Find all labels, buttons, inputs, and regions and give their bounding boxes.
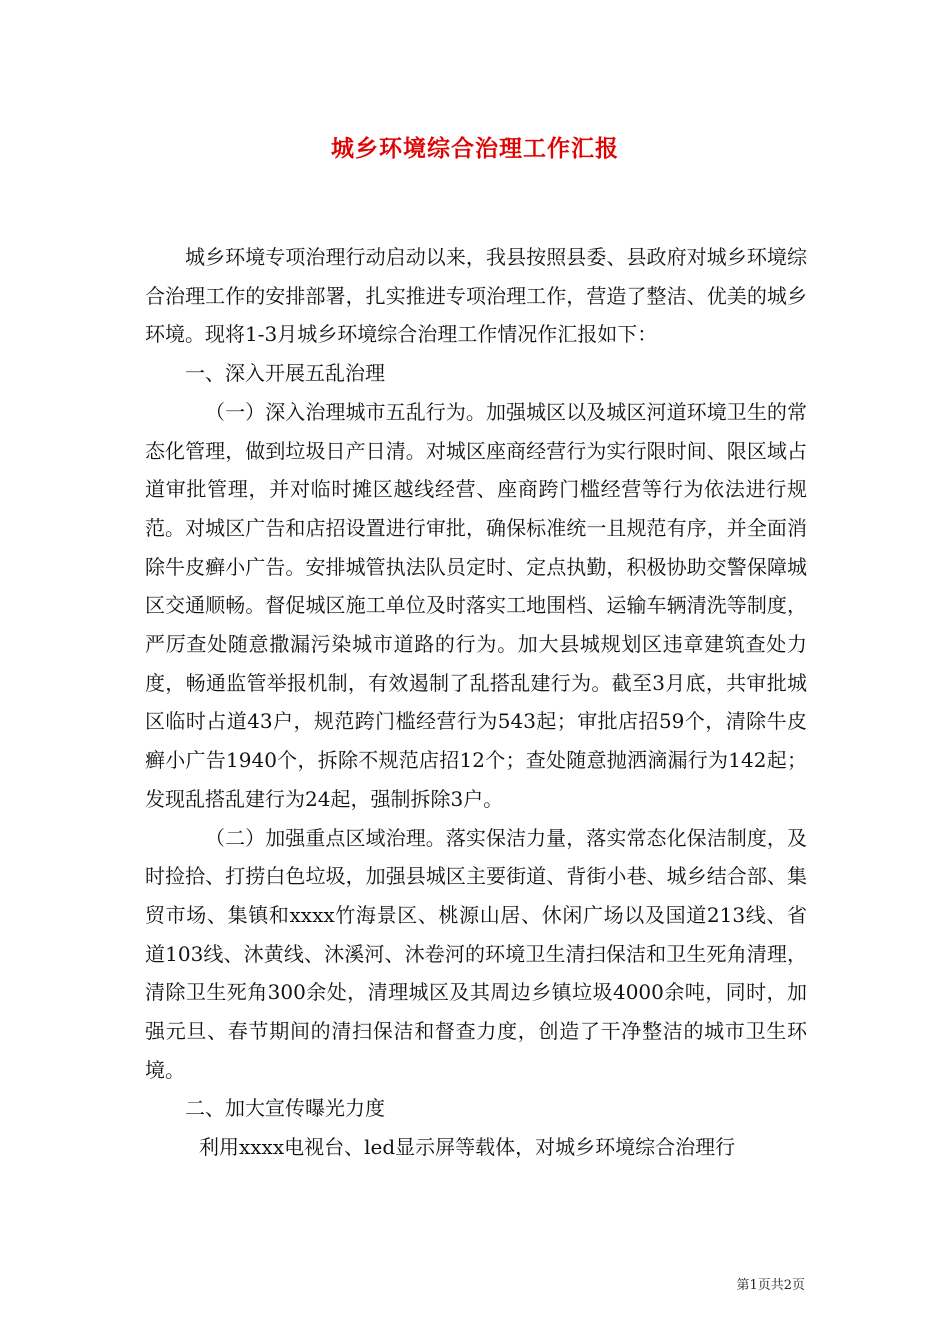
subsection-paragraph-2: （二）加强重点区域治理。落实保洁力量，落实常态化保洁制度，及时捡拾、打捞白色垃圾，加强县城区主要街道、背街小巷、城乡结合部、集贸市场、集镇和xxxx竹海景区、桃源山居、休闲广场以及国道213线、省道103线、沐黄线、沐溪河、沐卷河的环境卫生清扫保洁和卫生死角清理，清除卫生死角300余处，清理城区及其周边乡镇垃圾4000余吨，同时，加强元旦、春节期间的清扫保洁和督查力度，创造了干净整洁的城市卫生环境。 <box>145 825 807 1082</box>
section-paragraph-2: 利用xxxx电视台、led显示屏等载体，对城乡环境综合治理行 <box>199 1135 736 1160</box>
document-body <box>145 238 807 1167</box>
intro-paragraph: 城乡环境专项治理行动启动以来，我县按照县委、县政府对城乡环境综合治理工作的安排部署，扎实推进专项治理工作，营造了整洁、优美的城乡环境。现将1-3月城乡环境综合治理工作情况作汇报如下： <box>145 245 807 347</box>
section-heading-1: 一、深入开展五乱治理 <box>185 361 385 386</box>
page-number-footer: 第1页共2页 <box>736 1278 805 1293</box>
subsection-paragraph-1: （一）深入治理城市五乱行为。加强城区以及城区河道环境卫生的常态化管理，做到垃圾日产日清。对城区座商经营行为实行限时间、限区域占道审批管理，并对临时摊区越线经营、座商跨门槛经营等行为依法进行规范。对城区广告和店招设置进行审批，确保标准统一且规范有序，并全面消除牛皮癣小广告。安排城管执法队员定时、定点执勤，积极协助交警保障城区交通顺畅。督促城区施工单位及时落实工地围档、运输车辆清洗等制度，严厉查处随意撒漏污染城市道路的行为。加大县城规划区违章建筑查处力度，畅通监管举报机制，有效遏制了乱搭乱建行为。截至3月底，共审批城区临时占道43户，规范跨门槛经营行为543起；审批店招59个，清除牛皮癣小广告1940个，拆除不规范店招12个；查处随意抛洒滴漏行为142起；发现乱搭乱建行为24起，强制拆除3户。 <box>145 399 807 811</box>
section-heading-2: 二、加大宣传曝光力度 <box>185 1096 385 1121</box>
document-title: 城乡环境综合治理工作汇报 <box>331 135 619 162</box>
